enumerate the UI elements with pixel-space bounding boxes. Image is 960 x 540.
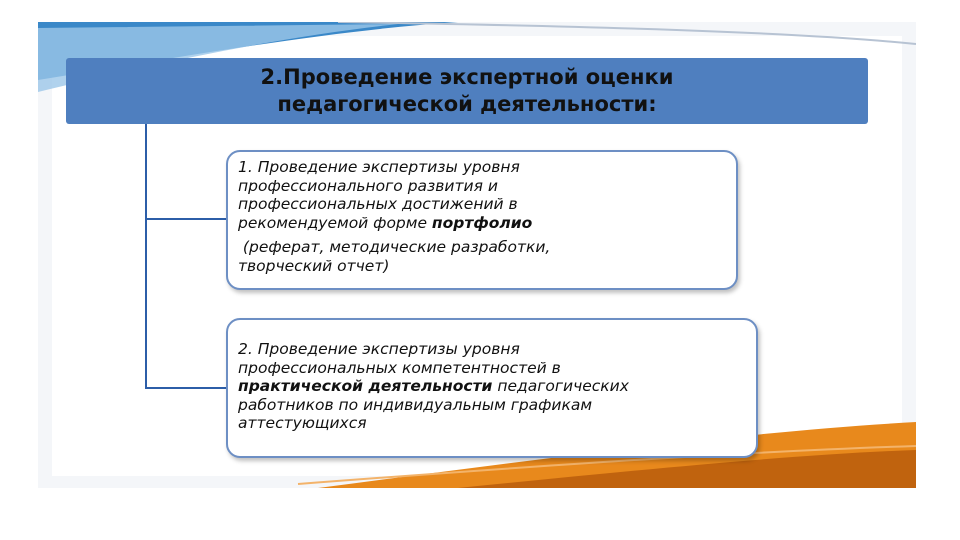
card2-line1: 2. Проведение экспертизы уровня (238, 340, 520, 358)
card1-line1: 1. Проведение экспертизы уровня (238, 158, 520, 176)
title-line-2: педагогической деятельности: (277, 92, 657, 116)
card-practice (226, 318, 758, 458)
horizontal-connector-2 (145, 387, 226, 389)
card1-line6: творческий отчет) (238, 256, 390, 275)
card2-line3-text: педагогических (492, 377, 629, 395)
card-portfolio (226, 150, 738, 290)
card2-line2: профессиональных компетентностей в (238, 358, 561, 377)
title-line-1: 2.Проведение экспертной оценки (260, 65, 674, 89)
card1-line4-text: рекомендуемой форме (238, 213, 432, 232)
card2-line4: работников по индивидуальным графикам (238, 395, 593, 414)
card1-line5: (реферат, методические разработки, (238, 238, 551, 256)
card2-line3 (238, 377, 746, 396)
title-box (66, 58, 868, 124)
vertical-connector (145, 124, 147, 389)
card1-line3: профессиональных достижений в (238, 195, 518, 213)
card2-bold-practice: практической деятельности (238, 377, 493, 395)
card1-bold-portfolio: портфолио (431, 213, 533, 232)
slide (38, 22, 916, 488)
card2-line5: аттестующихся (238, 414, 367, 432)
card1-line4 (238, 214, 726, 233)
card1-line2: профессионального развития и (238, 176, 498, 195)
horizontal-connector-1 (145, 218, 226, 220)
